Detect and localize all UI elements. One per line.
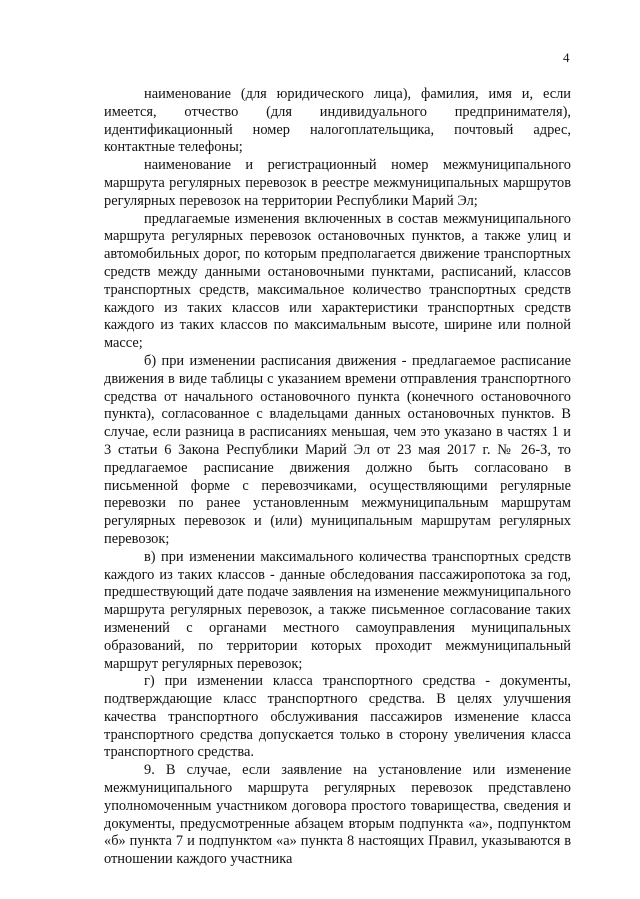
paragraph-applicant-info: наименование (для юридического лица), фамилия, имя и, если имеется, отчество (для индивидуального предпринимателя), идентификационный номер налогоплательщика, почтовый адрес, контактные телефоны;	[104, 86, 571, 156]
paragraph-route-name: наименование и регистрационный номер межмуниципального маршрута регулярных перевозок в реестре межмуниципальных маршрутов регулярных перевозок на территории Республики Марий Эл;	[104, 157, 571, 209]
paragraph-schedule-change: б) при изменении расписания движения - предлагаемое расписание движения в виде таблицы с указанием времени отправления транспортного средства от начального остановочного пункта (конечного остановочного пункта), согласованное с владельцами данных остановочных пунктов. В случае, если разница в расписаниях меньшая, чем это указано в частях 1 и 3 статьи 6 Закона Республики Марий Эл от 23 мая 2017 г. № 26-З, то предлагаемое расписание движения должно быть согласовано в письменной форме с перевозчиками, осуществляющими регулярные перевозки по ранее установленным межмуниципальным маршрутам регулярных перевозок и (или) муниципальным маршрутам регулярных перевозок;	[104, 352, 571, 547]
page-number: 4	[563, 50, 570, 65]
paragraph-proposed-changes: предлагаемые изменения включенных в состав межмуниципального маршрута регулярных перевозок остановочных пунктов, а также улиц и автомобильных дорог, по которым предполагается движение транспортных средств между данными остановочными пунктами, расписаний, классов транспортных средств, максимальное количество транспортных средств каждого из таких классов или характеристики транспортных средств каждого из таких классов по максимальным высоте, ширине или полной массе;	[104, 210, 571, 352]
paragraph-vehicle-count-change: в) при изменении максимального количества транспортных средств каждого из таких классов - данные обследования пассажиропотока за год, предшествующий дате подаче заявления на изменение межмуниципального маршрута регулярных перевозок, а также письменное согласование таких изменений с органами местного самоуправления муниципальных образований, по территории которых проходит межмуниципальный маршрут регулярных перевозок;	[104, 548, 571, 672]
paragraph-vehicle-class-change: г) при изменении класса транспортного средства - документы, подтверждающие класс транспортного средства. В целях улучшения качества транспортного обслуживания пассажиров изменение класса транспортного средства допускается только в сторону увеличения класса транспортного средства.	[104, 673, 571, 761]
document-body	[104, 86, 571, 869]
paragraph-item-9: 9. В случае, если заявление на установление или изменение межмуниципального маршрута регулярных перевозок представлено уполномоченным участником договора простого товарищества, сведения и документы, предусмотренные абзацем вторым подпункта «а», подпунктом «б» пункта 7 и подпунктом «а» пункта 8 настоящих Правил, указываются в отношении каждого участника	[104, 762, 571, 868]
